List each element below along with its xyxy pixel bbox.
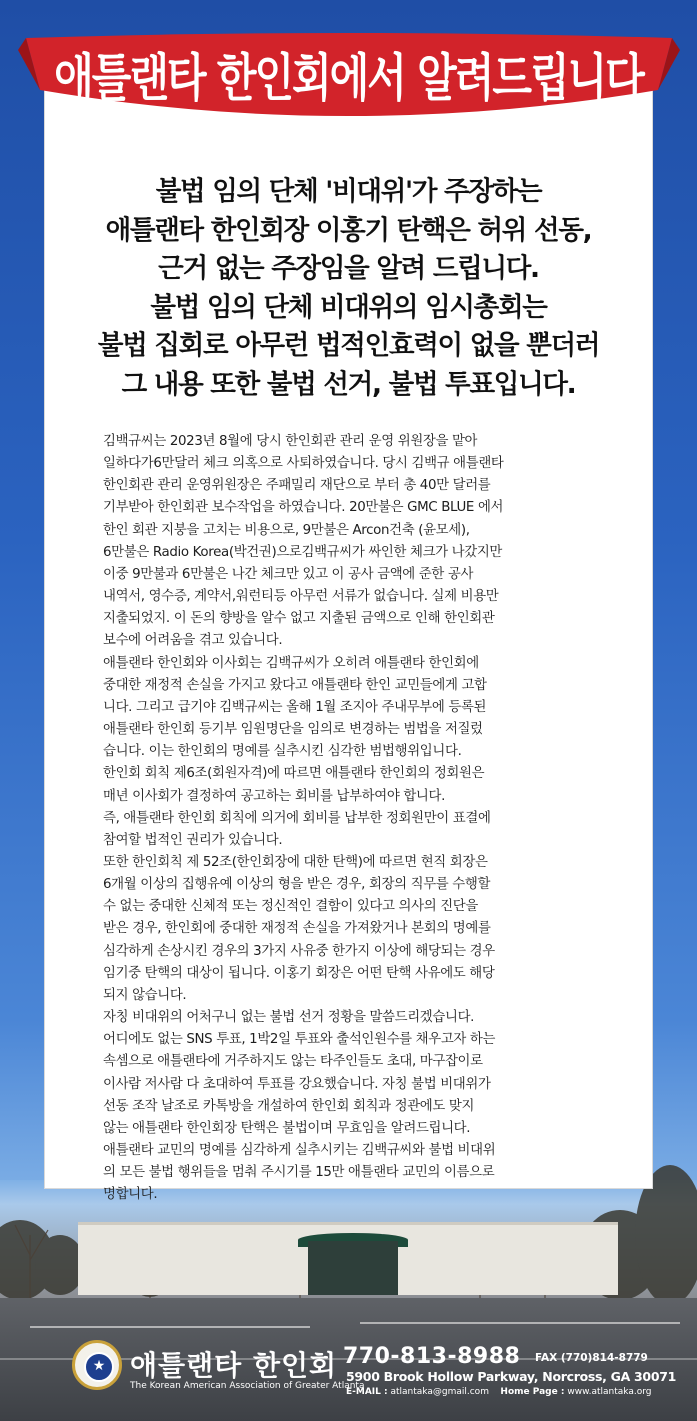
headline-line: 불법 임의 단체 비대위의 임시총회는 xyxy=(150,291,547,323)
body-line: 김백규씨는 2023년 8월에 당시 한인회관 관리 운영 위원장을 맡아 xyxy=(103,434,478,449)
headline-line: 불법 집회로 아무런 법적인효력이 없을 뿐더러 xyxy=(97,330,600,361)
body-line: 속셈으로 애틀랜타에 거주하지도 않는 타주인들도 초대, 마구잡이로 xyxy=(103,1054,483,1070)
banner-title: 애틀랜타 한인회에서 알려드립니다 xyxy=(54,47,643,108)
body-line: 되지 않습니다. xyxy=(103,987,187,1003)
org-name-korean: 애틀랜타 한인회 xyxy=(130,1349,338,1382)
body-line: 자칭 비대위의 어처구니 없는 불법 선거 정황을 말씀드리겠습니다. xyxy=(103,1010,475,1026)
body-line: 명합니다. xyxy=(103,1187,158,1203)
notice-body xyxy=(103,431,608,1206)
body-line: 6개월 이상의 집행유예 이상의 형을 받은 경우, 회장의 직무를 수행할 xyxy=(103,877,491,893)
body-line: 않는 애틀랜타 한인회장 탄핵은 불법이며 무효임을 알려드립니다. xyxy=(103,1120,471,1136)
body-line: 즉, 애틀랜타 한인회 회칙에 의거에 회비를 납부한 정회원만이 표결에 xyxy=(103,810,491,826)
contact-line xyxy=(346,1387,651,1397)
body-line: 애틀랜타 한인회와 이사회는 김백규씨가 오히려 애틀랜타 한인회에 xyxy=(103,655,479,671)
body-line: 이중 9만불과 6만불은 나간 체크만 있고 이 공사 금액에 준한 공사 xyxy=(103,566,474,582)
body-line: 또한 한인회칙 제 52조(한인회장에 대한 탄핵)에 따르면 현직 회장은 xyxy=(103,854,488,870)
body-line: 일하다가6만달러 체크 의혹으로 사퇴하였습니다. 당시 김백규 애틀랜타 xyxy=(103,456,504,472)
community-center-building xyxy=(78,1222,618,1295)
body-line: 애틀랜타 한인회 등기부 임원명단을 임의로 변경하는 범법을 저질렀 xyxy=(103,722,483,738)
body-line: 이사람 저사람 다 초대하여 투표를 강요했습니다. 자칭 불법 비대위가 xyxy=(103,1076,491,1092)
homepage-label: Home Page : xyxy=(500,1387,565,1397)
building-entrance xyxy=(308,1241,398,1295)
email-link[interactable]: atlantaka@gmail.com xyxy=(390,1387,489,1397)
star-icon: ★ xyxy=(92,1358,106,1374)
fax-number: FAX (770)814-8779 xyxy=(535,1352,648,1364)
body-line: 심각하게 손상시킨 경우의 3가지 사유중 한가지 이상에 해당되는 경우 xyxy=(103,943,495,959)
body-line: 수 없는 중대한 신체적 또는 정신적인 결함이 있다고 의사의 진단을 xyxy=(103,899,478,915)
parking-line xyxy=(30,1326,310,1328)
phone-number[interactable]: 770-813-8988 xyxy=(343,1344,521,1369)
headline-line: 근거 없는 주장임을 알려 드립니다. xyxy=(158,253,539,284)
body-line: 한인회 회칙 제6조(회원자격)에 따르면 애틀랜타 한인회의 정회원은 xyxy=(103,766,485,782)
body-line: 참여할 법적인 권리가 있습니다. xyxy=(103,832,283,848)
headline-line: 불법 임의 단체 '비대위'가 주장하는 xyxy=(155,176,542,207)
body-line: 임기중 탄핵의 대상이 됩니다. 이홍기 회장은 어떤 탄핵 사유에도 해당 xyxy=(103,965,495,981)
org-name-english: The Korean American Association of Greater Atlanta xyxy=(130,1381,365,1391)
address: 5900 Brook Hollow Parkway, Norcross, GA 30071 xyxy=(346,1369,677,1384)
body-line: 6만불은 Radio Korea(박건권)으로김백규씨가 싸인한 체크가 나갔지만 xyxy=(103,544,503,560)
email-label: E-MAIL : xyxy=(346,1387,388,1397)
body-line: 한인회관 관리 운영위원장은 주패밀리 재단으로 부터 총 40만 달러를 xyxy=(103,478,491,494)
body-line: 지출되었지. 이 돈의 향방을 알수 없고 지출된 금액으로 인해 한인회관 xyxy=(103,611,495,627)
body-line: 습니다. 이는 한인회의 명예를 실추시킨 심각한 범법행위입니다. xyxy=(103,744,462,760)
body-line: 니다. 그리고 급기야 김백규씨는 올해 1월 조지아 주내무부에 등록된 xyxy=(103,699,487,715)
headline-line: 애틀랜타 한인회장 이홍기 탄핵은 허위 선동, xyxy=(105,214,592,246)
body-line: 의 모든 불법 행위들을 멈춰 주시기를 15만 애틀랜타 교민의 이름으로 xyxy=(103,1165,495,1181)
headline xyxy=(60,173,637,404)
body-line: 한인 회관 지붕을 고치는 비용으로, 9만불은 Arcon건축 (윤모세), xyxy=(103,522,470,538)
body-line: 기부받아 한인회관 보수작업을 하였습니다. 20만불은 GMC BLUE 에서 xyxy=(103,500,504,516)
parking-line xyxy=(360,1322,680,1324)
body-line: 보수에 어려움을 겪고 있습니다. xyxy=(103,633,283,649)
body-line: 받은 경우, 한인회에 중대한 재정적 손실을 가져왔거나 본회의 명예를 xyxy=(103,921,491,937)
body-line: 중대한 재정적 손실을 가지고 왔다고 애틀랜타 한인 교민들에게 고합 xyxy=(103,677,487,693)
body-line: 어디에도 없는 SNS 투표, 1박2일 투표와 출석인원수를 채우고자 하는 xyxy=(103,1032,496,1048)
body-line: 매년 이사회가 결정하여 공고하는 회비를 납부하여야 합니다. xyxy=(103,788,445,804)
headline-line: 그 내용 또한 불법 선거, 불법 투표입니다. xyxy=(121,368,576,400)
body-line: 애틀랜타 교민의 명예를 심각하게 실추시키는 김백규씨와 불법 비대위 xyxy=(103,1143,496,1158)
body-line: 내역서, 영수증, 계약서,워런티등 아무런 서류가 없습니다. 실제 비용만 xyxy=(103,589,499,605)
body-line: 선동 조작 날조로 카톡방을 개설하여 한인회 회칙과 정관에도 맞지 xyxy=(103,1098,475,1114)
seal-center xyxy=(84,1352,114,1382)
association-seal-icon xyxy=(72,1340,122,1390)
homepage-link[interactable]: www.atlantaka.org xyxy=(567,1387,652,1397)
